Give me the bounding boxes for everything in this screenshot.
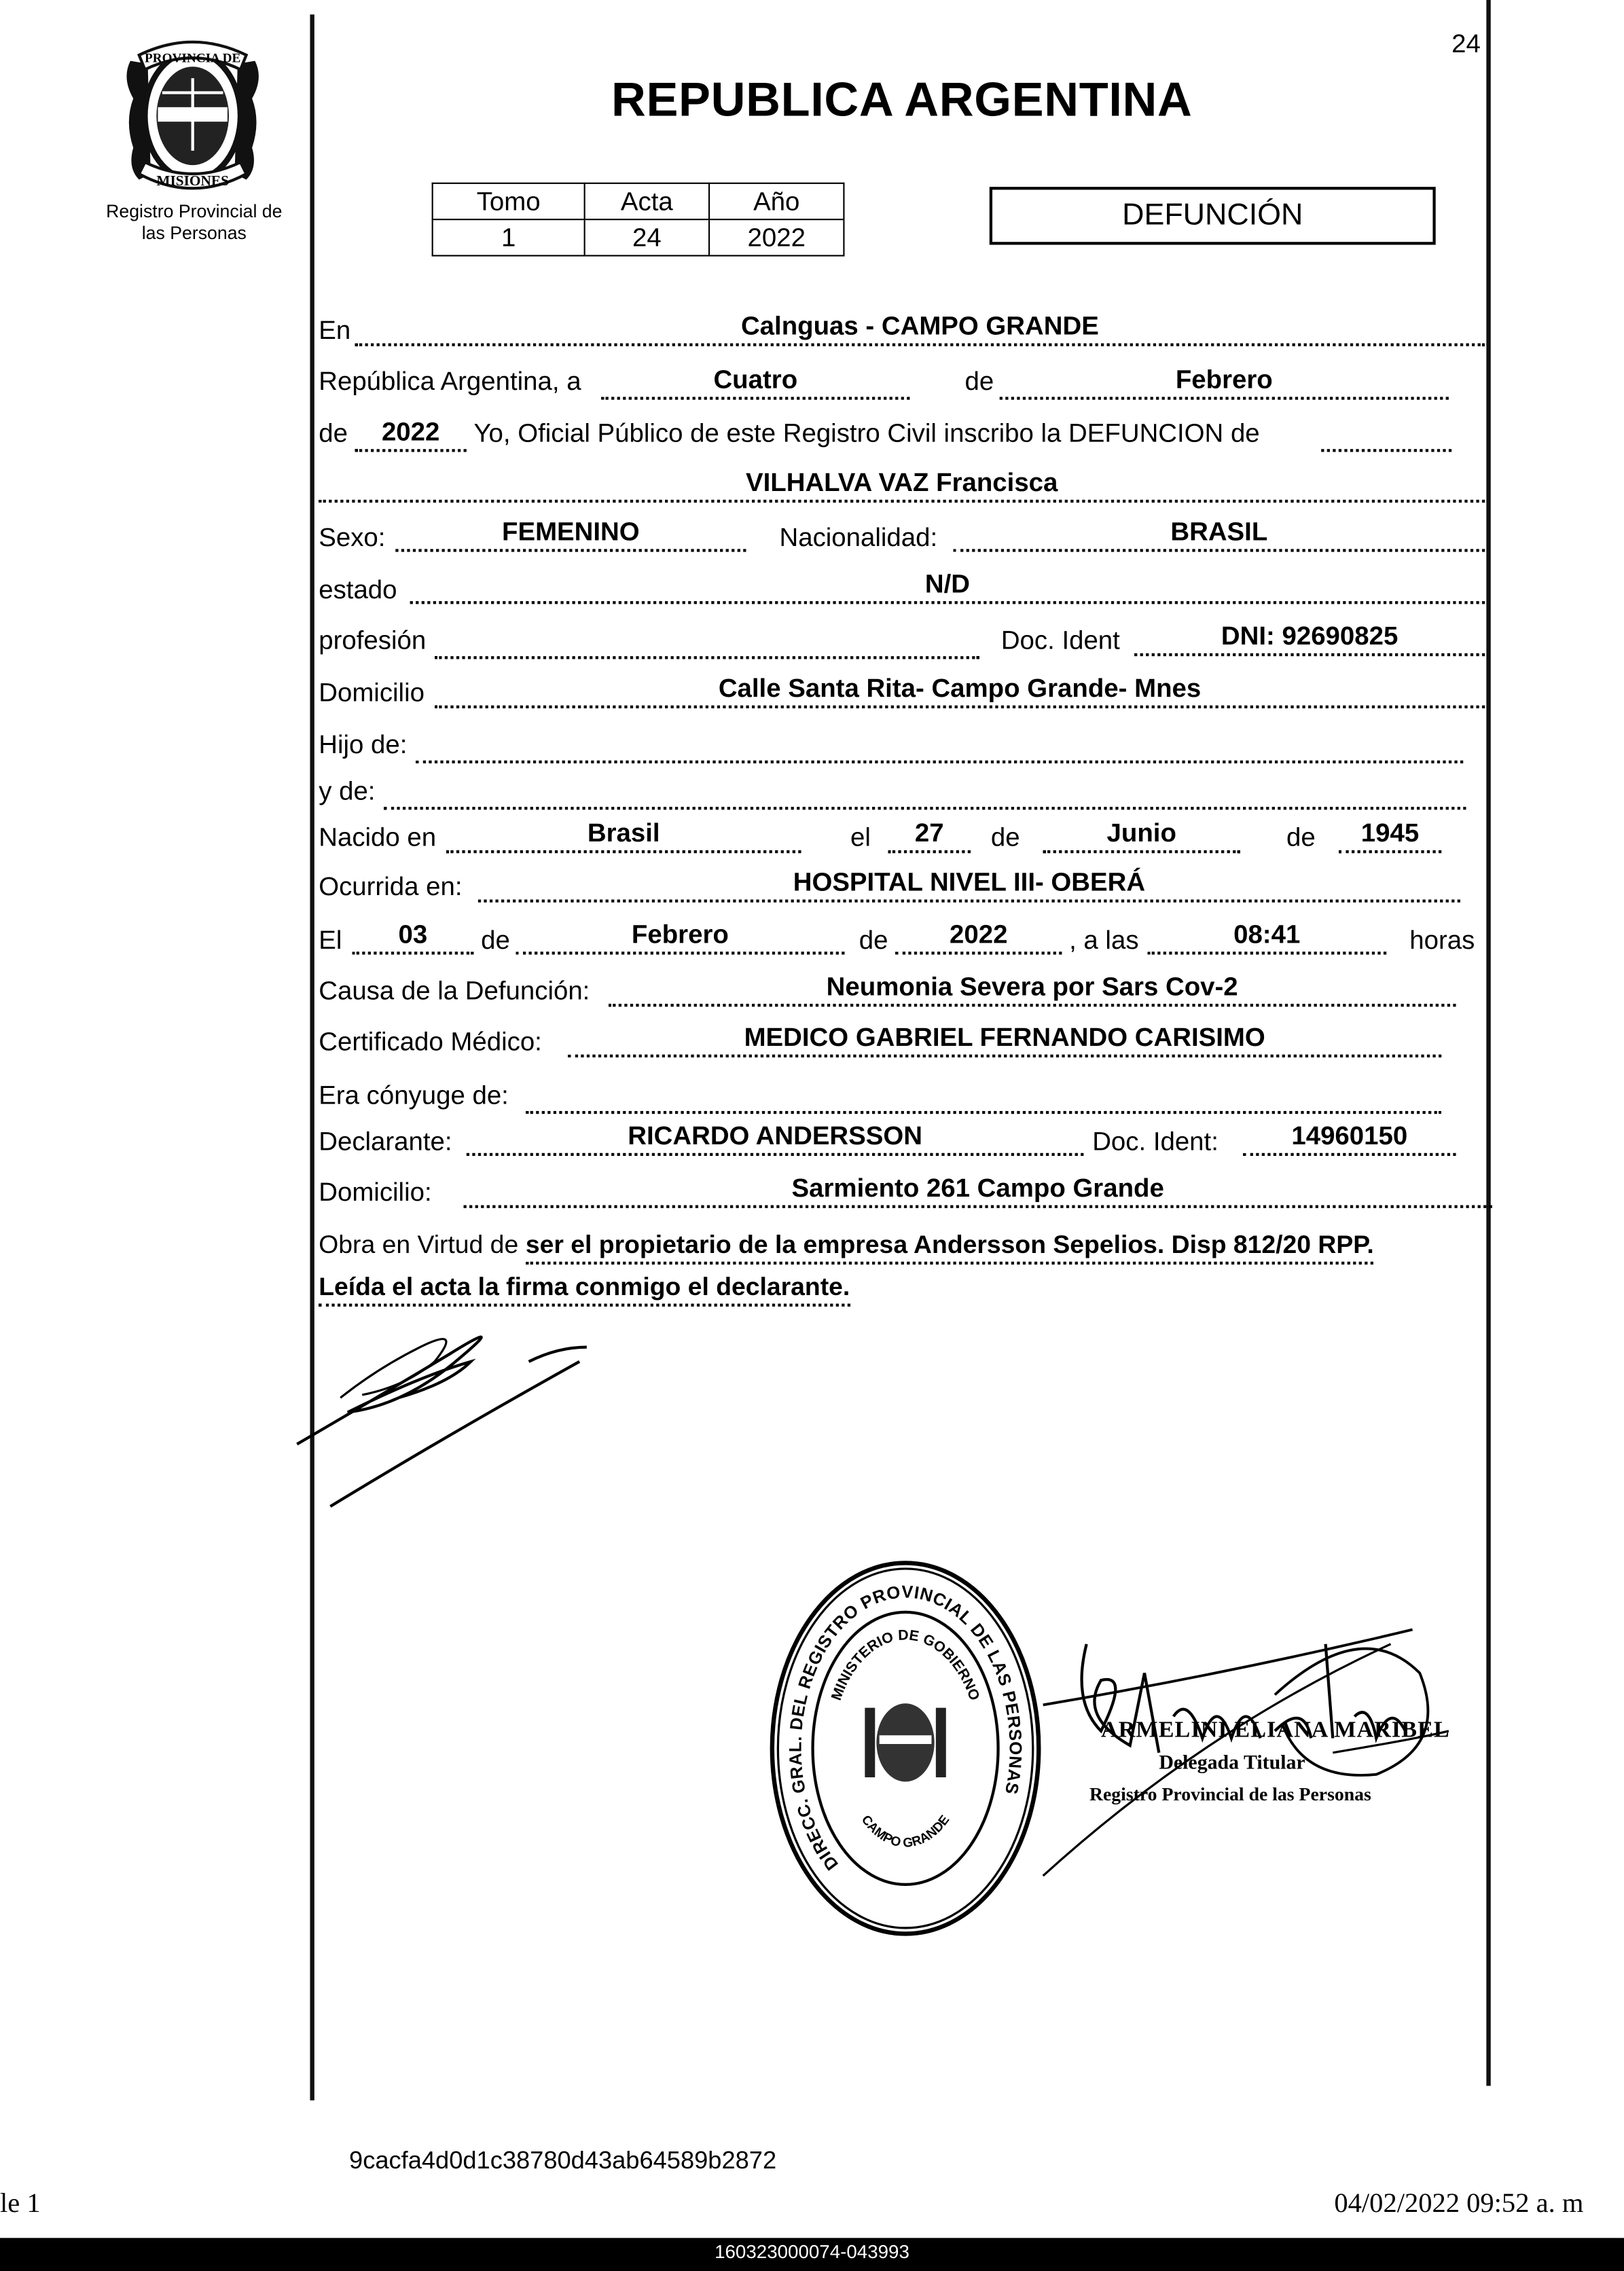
label-el: el bbox=[850, 822, 871, 852]
field-declarante-doc: 14960150 bbox=[1243, 1120, 1456, 1156]
label-conyuge: Era cónyuge de: bbox=[319, 1080, 509, 1110]
row-name bbox=[0, 467, 1624, 504]
label-horas: horas bbox=[1409, 925, 1475, 955]
row-obra bbox=[0, 1227, 1624, 1271]
logo-text-bottom: MISIONES bbox=[156, 172, 229, 189]
row-sex-nationality bbox=[0, 517, 1624, 558]
registry-name bbox=[73, 201, 316, 244]
field-estado: N/D bbox=[410, 568, 1485, 604]
row-declarante-domicilio bbox=[0, 1175, 1624, 1212]
official-stamp bbox=[768, 1557, 1043, 1941]
value-acta: 24 bbox=[585, 219, 709, 255]
label-de: de bbox=[964, 366, 994, 396]
field-ocurrida-en: HOSPITAL NIVEL III- OBERÁ bbox=[478, 866, 1460, 902]
row-ocurrida bbox=[0, 869, 1624, 907]
field-obra: ser el propietario de la empresa Andersson Sepelios. Disp 812/20 RPP. bbox=[526, 1227, 1374, 1265]
row-year-statement bbox=[0, 416, 1624, 453]
row-birth bbox=[0, 820, 1624, 857]
record-table-header bbox=[433, 183, 844, 219]
svg-text:CAMPO GRANDE bbox=[859, 1813, 953, 1851]
row-place bbox=[0, 313, 1624, 350]
label-nacido-en: Nacido en bbox=[319, 822, 437, 852]
label-nacionalidad: Nacionalidad: bbox=[779, 522, 938, 552]
row-death-date bbox=[0, 920, 1624, 960]
record-table bbox=[432, 183, 845, 257]
row-leida bbox=[0, 1269, 1624, 1306]
label-declarante-domicilio: Domicilio: bbox=[319, 1178, 432, 1207]
label-profesion: profesión bbox=[319, 625, 427, 655]
label-certificado: Certificado Médico: bbox=[319, 1027, 542, 1056]
label-y-de: y de: bbox=[319, 776, 376, 805]
label-domicilio: Domicilio bbox=[319, 678, 425, 707]
stamp-coat-of-arms-icon bbox=[865, 1703, 945, 1781]
field-birth-year: 1945 bbox=[1339, 817, 1441, 853]
row-date bbox=[0, 363, 1624, 401]
label-republica: República Argentina, a bbox=[319, 366, 581, 396]
field-certificado: MEDICO GABRIEL FERNANDO CARISIMO bbox=[568, 1021, 1441, 1057]
field-place: Calnguas - CAMPO GRANDE bbox=[355, 310, 1485, 346]
page-title: REPUBLICA ARGENTINA bbox=[611, 72, 1193, 126]
signatory-office: Registro Provincial de las Personas bbox=[1089, 1783, 1371, 1805]
row-estado bbox=[0, 569, 1624, 609]
row-domicilio bbox=[0, 675, 1624, 712]
registry-line-2: las Personas bbox=[141, 223, 247, 244]
label-hijo-de: Hijo de: bbox=[319, 729, 408, 759]
label-en: En bbox=[319, 315, 351, 345]
field-nacido-en: Brasil bbox=[446, 817, 801, 853]
row-y-de bbox=[0, 774, 1624, 811]
label-sexo: Sexo: bbox=[319, 522, 386, 552]
page-fragment: le 1 bbox=[0, 2188, 41, 2219]
field-sexo: FEMENINO bbox=[395, 515, 746, 551]
field-profesion bbox=[435, 623, 979, 659]
barcode-bar bbox=[0, 2238, 1624, 2271]
stamp-inner-text: MINISTERIO DE GOBIERNO bbox=[827, 1627, 984, 1703]
field-doc-ident: DNI: 92690825 bbox=[1134, 620, 1485, 656]
label-de: de bbox=[481, 925, 510, 955]
row-hijo-de bbox=[0, 727, 1624, 765]
field-causa: Neumonia Severa por Sars Cov-2 bbox=[609, 970, 1456, 1006]
print-timestamp: 04/02/2022 09:52 a. m bbox=[1334, 2188, 1584, 2219]
field-y-de bbox=[384, 774, 1466, 810]
record-table-values bbox=[433, 219, 844, 255]
row-declarante bbox=[0, 1121, 1624, 1161]
field-year: 2022 bbox=[355, 416, 467, 452]
registry-line-1: Registro Provincial de bbox=[106, 201, 283, 222]
stamp-bottom-text: CAMPO GRANDE bbox=[858, 1813, 953, 1851]
declarant-signature bbox=[290, 1296, 609, 1528]
label-de: de bbox=[319, 418, 348, 448]
document-hash: 9cacfa4d0d1c38780d43ab64589b2872 bbox=[349, 2146, 777, 2175]
field-leida: Leída el acta la firma conmigo el declarante. bbox=[319, 1269, 850, 1306]
label-de: de bbox=[1286, 822, 1316, 852]
row-certificado bbox=[0, 1024, 1624, 1061]
row-causa bbox=[0, 973, 1624, 1011]
header-acta: Acta bbox=[585, 183, 709, 219]
label-obra: Obra en Virtud de bbox=[319, 1229, 519, 1259]
value-anio: 2022 bbox=[709, 219, 844, 255]
field-domicilio: Calle Santa Rita- Campo Grande- Mnes bbox=[435, 672, 1485, 708]
label-doc-ident: Doc. Ident bbox=[1000, 625, 1120, 655]
field-conyuge bbox=[526, 1078, 1441, 1114]
label-a-las: , a las bbox=[1069, 925, 1139, 955]
logo-text-top: PROVINCIA DE bbox=[145, 51, 241, 66]
stamp-outer-text: DIRECC. GRAL. DEL REGISTRO PROVINCIAL DE LAS PERSONAS bbox=[786, 1582, 1025, 1874]
value-tomo: 1 bbox=[433, 219, 585, 255]
page-number: 24 bbox=[1451, 29, 1481, 58]
label-de: de bbox=[859, 925, 888, 955]
field-deceased-name: VILHALVA VAZ Francisca bbox=[319, 467, 1485, 503]
field-death-year: 2022 bbox=[895, 918, 1062, 954]
label-declarante-doc: Doc. Ident: bbox=[1092, 1127, 1219, 1157]
header-anio: Año bbox=[709, 183, 844, 219]
label-causa: Causa de la Defunción: bbox=[319, 976, 590, 1006]
field-death-time: 08:41 bbox=[1147, 918, 1386, 954]
field-declarante: RICARDO ANDERSSON bbox=[467, 1120, 1084, 1156]
label-El: El bbox=[319, 925, 342, 955]
signatory-role: Delegada Titular bbox=[1159, 1752, 1305, 1775]
label-de: de bbox=[990, 822, 1020, 852]
signatory-name: ARMELINI ELIANA MARIBEL bbox=[1101, 1718, 1450, 1743]
header-tomo: Tomo bbox=[433, 183, 585, 219]
field-death-month: Febrero bbox=[516, 918, 844, 954]
field-month: Febrero bbox=[1000, 363, 1449, 399]
field-day: Cuatro bbox=[601, 363, 909, 399]
field-blank bbox=[1321, 416, 1451, 452]
label-estado: estado bbox=[319, 575, 397, 604]
field-hijo-de bbox=[416, 727, 1463, 763]
row-conyuge bbox=[0, 1078, 1624, 1115]
field-nacionalidad: BRASIL bbox=[953, 515, 1485, 551]
barcode-text: 160323000074-043993 bbox=[715, 2240, 909, 2263]
field-birth-day: 27 bbox=[888, 817, 971, 853]
label-declarante: Declarante: bbox=[319, 1127, 452, 1157]
field-birth-month: Junio bbox=[1043, 817, 1240, 853]
field-death-day: 03 bbox=[352, 918, 473, 954]
row-profesion bbox=[0, 623, 1624, 660]
field-declarante-domicilio: Sarmiento 261 Campo Grande bbox=[464, 1172, 1492, 1208]
statement-text: Yo, Oficial Público de este Registro Civil inscribo la DEFUNCION de bbox=[473, 418, 1260, 448]
record-type-box: DEFUNCIÓN bbox=[990, 187, 1436, 244]
label-ocurrida: Ocurrida en: bbox=[319, 872, 463, 901]
